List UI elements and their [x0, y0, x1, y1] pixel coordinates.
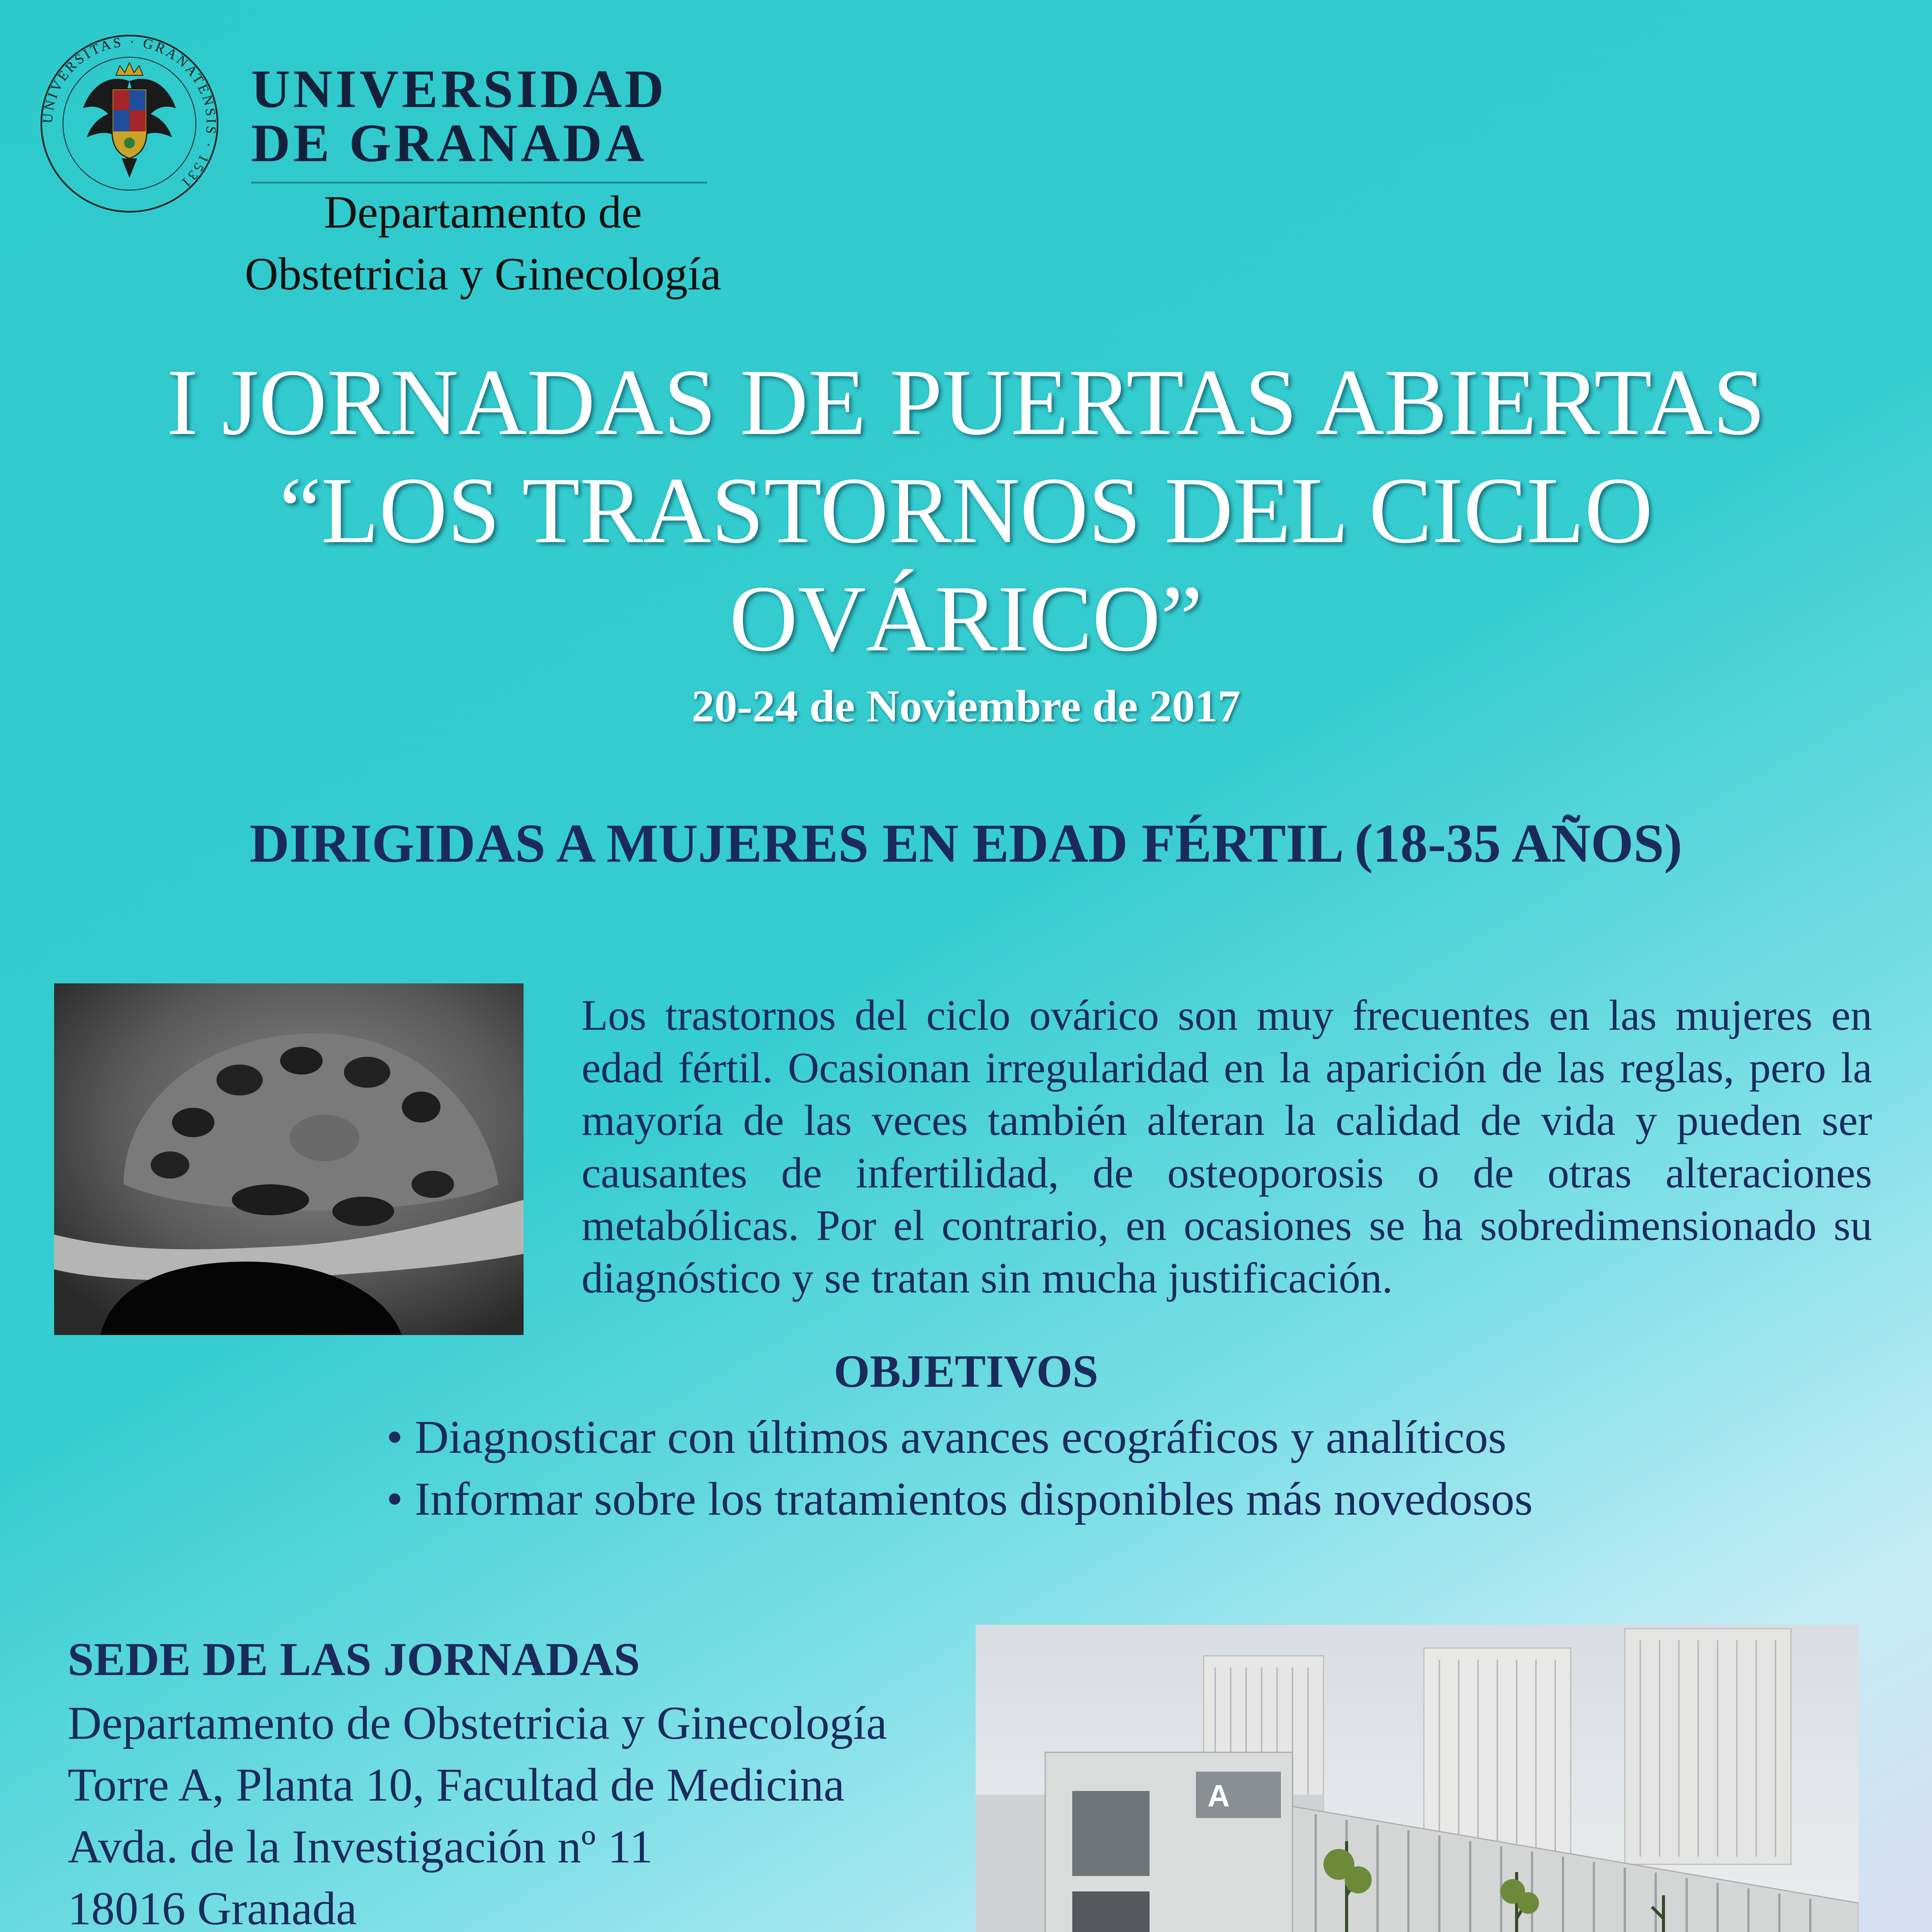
- svg-text:UNIVERSITAS · GRANATENSIS · 15: UNIVERSITAS · GRANATENSIS · 1531: [39, 34, 219, 192]
- faculty-building-photo: [976, 1625, 1859, 1932]
- venue-address-line: Avda. de la Investigación nº 11: [68, 1821, 653, 1873]
- objective-item: • Informar sobre los tratamientos disponibles más novedosos: [386, 1473, 1533, 1525]
- university-name-line1: UNIVERSIDAD: [251, 59, 667, 119]
- header-divider: [251, 182, 707, 184]
- venue-heading: SEDE DE LAS JORNADAS: [68, 1633, 640, 1685]
- department-line1: Departamento de: [324, 186, 642, 238]
- university-name-line2: DE GRANADA: [251, 113, 647, 173]
- event-dates: 20-24 de Noviembre de 2017: [691, 681, 1241, 731]
- objective-item: • Diagnosticar con últimos avances ecográficos y analíticos: [386, 1411, 1507, 1463]
- event-title-line3: OVÁRICO”: [729, 566, 1203, 671]
- department-line2: Obstetricia y Ginecología: [245, 248, 721, 299]
- building-sign-letter: A: [1208, 1779, 1230, 1813]
- event-title-line1: I JORNADAS DE PUERTAS ABIERTAS: [167, 350, 1765, 454]
- target-audience: DIRIGIDAS A MUJERES EN EDAD FÉRTIL (18-35 AÑOS): [250, 813, 1682, 874]
- intro-paragraph: Los trastornos del ciclo ovárico son muy frecuentes en las mujeres en edad fértil. Ocasionan irregularidad en la aparición de las reglas, pero la mayoría de las veces también alteran la calidad de vida y pueden ser causantes de infertilidad, de osteoporosis o de otras alteraciones metabólicas. Por el contrario, en ocasiones se ha sobredimensionado su diagnóstico y se tratan sin mucha justificación.: [582, 992, 1872, 1302]
- objectives-heading: OBJETIVOS: [833, 1345, 1099, 1397]
- ovary-ultrasound-image: [54, 983, 524, 1335]
- venue-address-line: Torre A, Planta 10, Facultad de Medicina: [68, 1759, 845, 1811]
- venue-address-line: 18016 Granada: [68, 1883, 357, 1932]
- event-title-line2: “LOS TRASTORNOS DEL CICLO: [279, 458, 1653, 563]
- venue-address-line: Departamento de Obstetricia y Ginecología: [68, 1697, 887, 1749]
